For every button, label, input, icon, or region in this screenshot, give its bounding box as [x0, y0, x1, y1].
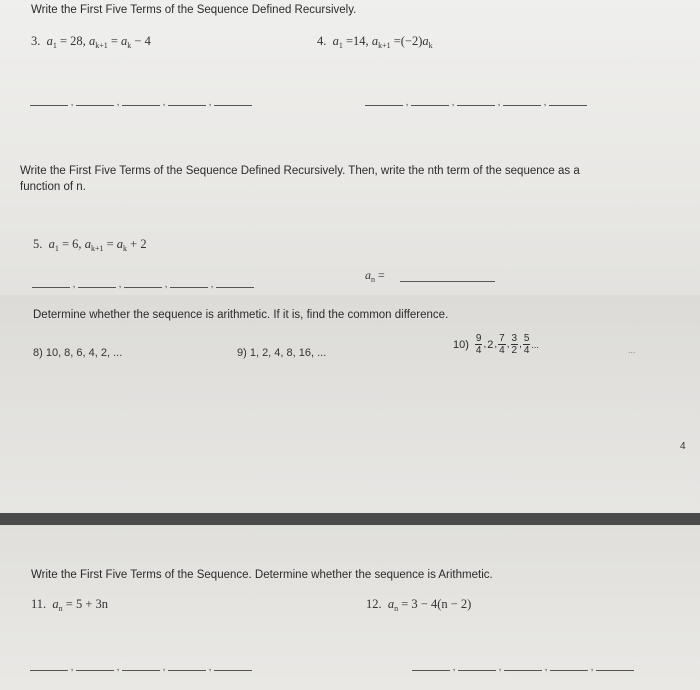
section-heading-arithmetic: Determine whether the sequence is arithmetic. If it is, find the common difference. — [33, 309, 449, 321]
answer-blank[interactable] — [168, 670, 206, 671]
answer-blank[interactable] — [411, 105, 449, 106]
answer-blank[interactable] — [78, 287, 116, 288]
answer-blank[interactable] — [458, 670, 496, 671]
answer-blank[interactable] — [76, 105, 114, 106]
problem-8: 8) 10, 8, 6, 4, 2, ... — [33, 347, 123, 359]
answer-blank[interactable] — [168, 105, 206, 106]
answer-blanks-3: , , , , — [30, 100, 252, 106]
fraction: $\frac{7}{4}$ — [499, 333, 505, 356]
answer-blank[interactable] — [32, 287, 70, 288]
answer-blank[interactable] — [549, 105, 587, 106]
answer-blank[interactable] — [503, 105, 541, 106]
fraction: $\frac{3}{2}$ — [511, 333, 518, 356]
answer-blank[interactable] — [596, 670, 634, 671]
section-heading-nth-term-cont: function of n. — [20, 181, 86, 193]
answer-blank[interactable] — [504, 670, 542, 671]
answer-blank[interactable] — [365, 105, 403, 106]
answer-blank[interactable] — [550, 670, 588, 671]
answer-blank[interactable] — [412, 670, 450, 671]
worksheet-section-recursive — [0, 0, 700, 295]
problem-12: 12. $a_n = 3 - 4(n - 2)$ — [366, 597, 472, 613]
answer-blanks-12: , , , , — [412, 665, 634, 671]
worksheet-section-explicit — [0, 525, 700, 690]
fraction: $\frac{5}{4}$ — [523, 333, 530, 356]
nth-term-label: $a_n$ = — [365, 268, 385, 284]
answer-blank[interactable] — [214, 105, 252, 106]
answer-blank[interactable] — [30, 670, 68, 671]
answer-blanks-4: , , , , — [365, 100, 587, 106]
problem-3: 3. $a_1 = 28$, $a_{k+1} = a_k - 4$ — [31, 34, 151, 50]
fraction: $\frac{9}{4}$ — [475, 333, 482, 356]
answer-blank[interactable] — [30, 105, 68, 106]
answer-blanks-11: , , , , — [30, 665, 252, 671]
answer-blank[interactable] — [170, 287, 208, 288]
margin-dots: ... — [628, 345, 636, 355]
page-number: 4 — [680, 441, 686, 452]
answer-blank[interactable] — [76, 670, 114, 671]
nth-term-blank[interactable] — [400, 281, 495, 282]
problem-4: 4. $a_1 =14$, $a_{k+1} =(-2)a_k$ — [317, 34, 433, 50]
answer-blanks-5: , , , , — [32, 282, 254, 288]
section-heading-recursive: Write the First Five Terms of the Sequence Defined Recursively. — [31, 4, 357, 16]
problem-10: 10) $\frac{9}{4}$ , 2 , $\frac{7}{4}$ , $\frac{3}{2}$ , $\frac{5}{4}$ ... — [453, 333, 539, 356]
problem-5: 5. $a_1 = 6$, $a_{k+1} = a_k + 2$ — [33, 237, 147, 253]
problem-11: 11. $a_n = 5 + 3n$ — [31, 597, 109, 613]
worksheet-section-arithmetic — [0, 295, 700, 513]
answer-blank[interactable] — [122, 105, 160, 106]
problem-9: 9) 1, 2, 4, 8, 16, ... — [237, 347, 327, 359]
section-heading-explicit: Write the First Five Terms of the Sequence. Determine whether the sequence is Arithmetic. — [31, 569, 493, 581]
section-heading-nth-term: Write the First Five Terms of the Sequence Defined Recursively. Then, write the nth term of the sequence as a — [20, 165, 580, 177]
answer-blank[interactable] — [122, 670, 160, 671]
answer-blank[interactable] — [214, 670, 252, 671]
answer-blank[interactable] — [216, 287, 254, 288]
photo-divider-bar — [0, 513, 700, 525]
answer-blank[interactable] — [457, 105, 495, 106]
answer-blank[interactable] — [124, 287, 162, 288]
